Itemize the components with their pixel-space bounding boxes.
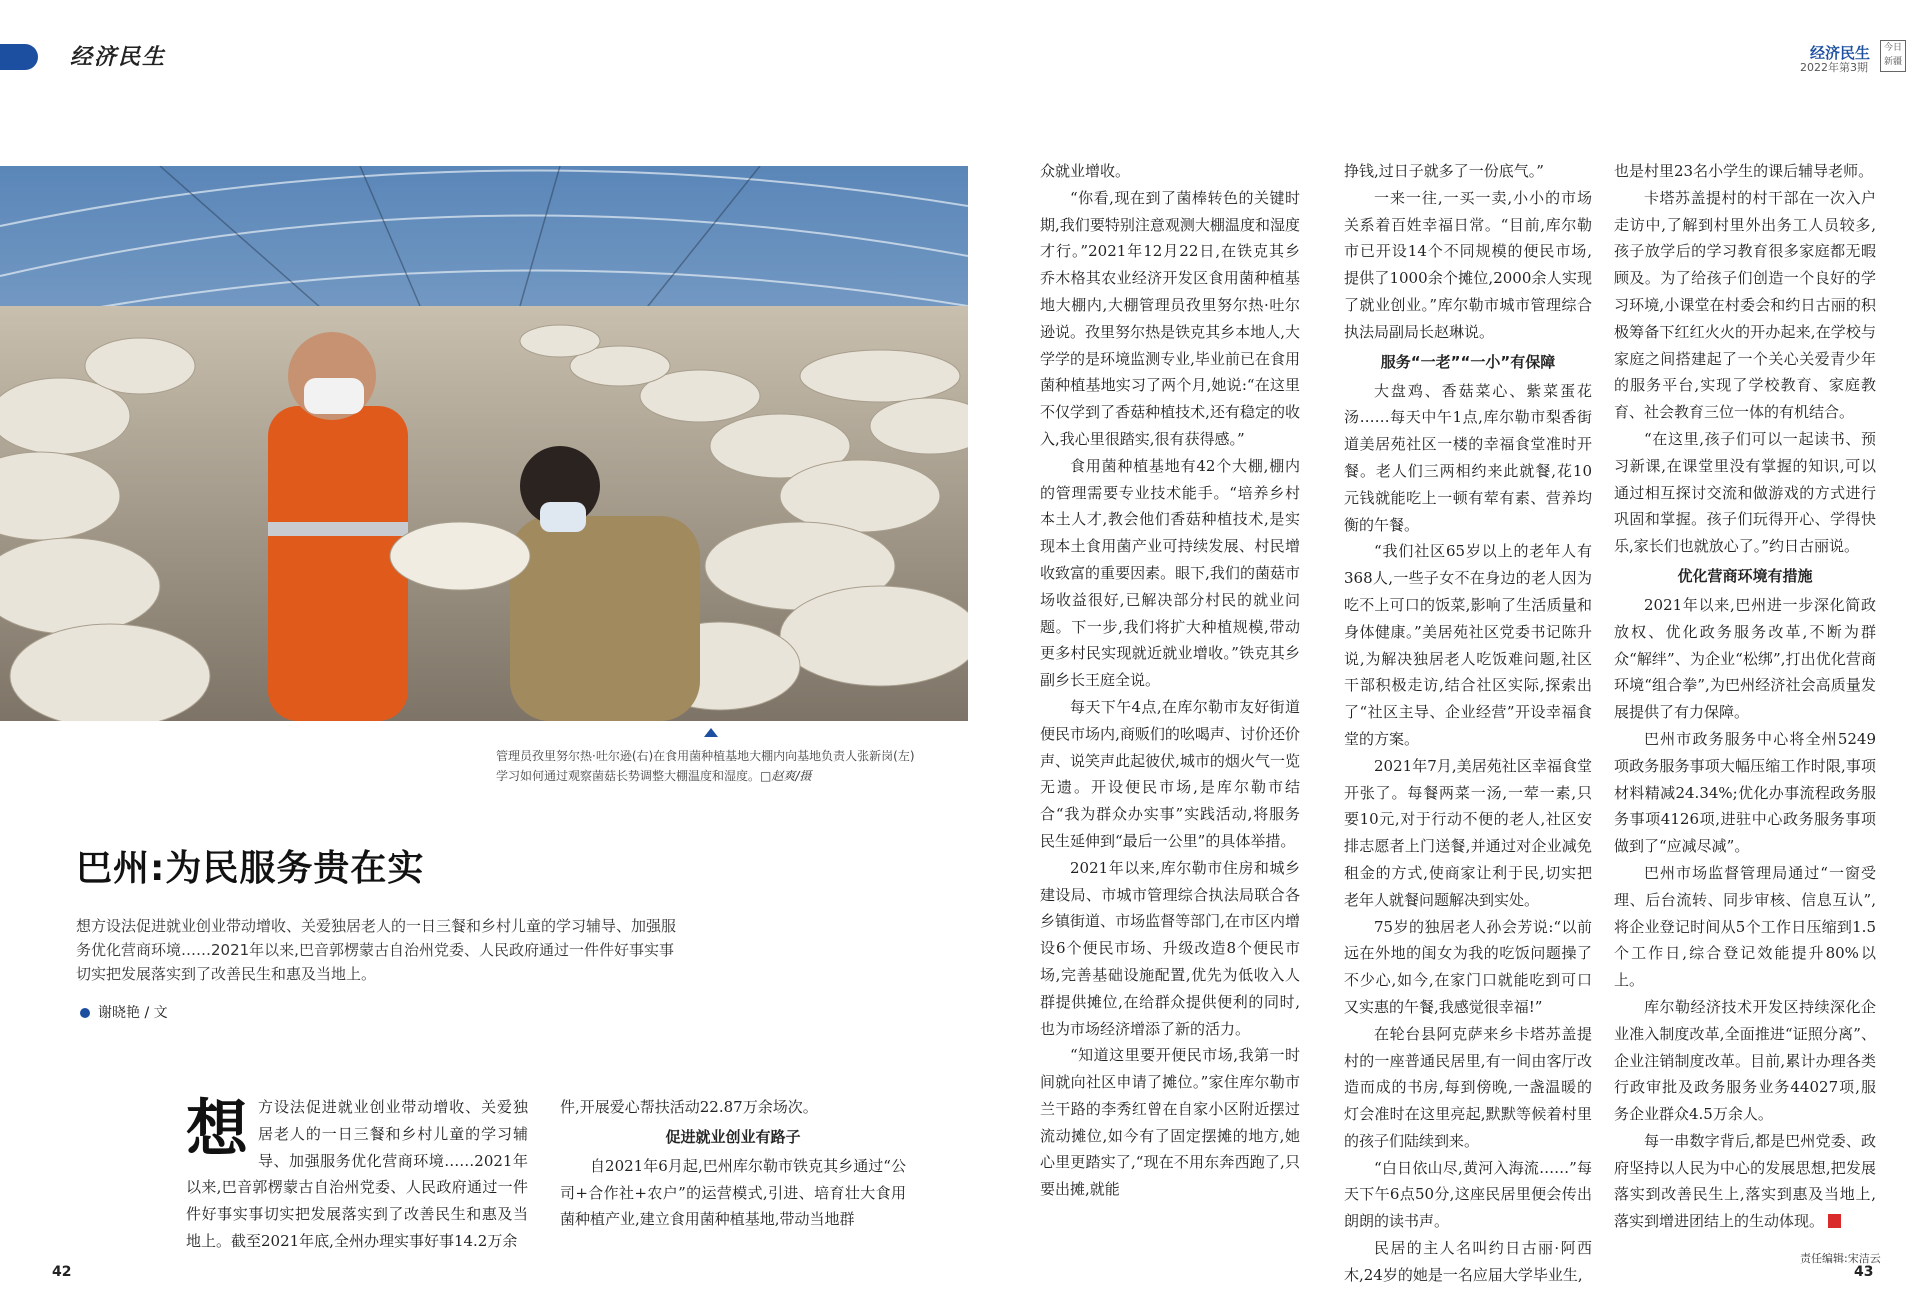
byline-text: 谢晓艳 / 文 <box>98 1005 168 1021</box>
paragraph: 民居的主人名叫约日古丽·阿西木,24岁的她是一名应届大学毕业生, <box>1344 1239 1592 1284</box>
paragraph: “我们社区65岁以上的老年人有368人,一些子女不在身边的老人因为吃不上可口的饭菜,影响了生活质量和身体健康。”美居苑社区党委书记陈升说,为解决独居老人吃饭难问题,社区干部积极走访,结合社区实际,探索出了“社区主导、企业经营”开设幸福食堂的方案。 <box>1344 542 1592 748</box>
subheading-service: 服务“一老”“一小”有保障 <box>1380 352 1556 371</box>
photo-credit: □赵爽/摄 <box>760 769 812 783</box>
page-number-right: 43 <box>1854 1264 1874 1280</box>
subheading-business: 优化营商环境有措施 <box>1677 566 1813 585</box>
paragraph: 75岁的独居老人孙会芳说:“以前远在外地的闺女为我的吃饭问题操了不少心,如今,在家门口就能吃到可口又实惠的午餐,我感觉很幸福!” <box>1344 917 1592 1016</box>
drop-cap: 想 <box>186 1092 249 1165</box>
paragraph: 件,开展爱心帮扶活动22.87万余场次。 <box>560 1098 818 1116</box>
caption-text: 管理员孜里努尔热·吐尔逊(右)在食用菌种植基地大棚内向基地负责人张新岗(左)学习如何通过观察菌菇长势调整大棚温度和湿度。 <box>496 749 915 783</box>
caption-arrow-icon <box>704 728 718 737</box>
section-tab-marker <box>0 44 38 70</box>
paragraph: “在这里,孩子们可以一起读书、预习新课,在课堂里没有掌握的知识,可以通过相互探讨交流和做游戏的方式进行巩固和掌握。孩子们玩得开心、学得快乐,家长们也就放心了。”约日古丽说。 <box>1614 429 1876 556</box>
section-title-left: 经济民生 <box>70 45 167 70</box>
subheading-employment: 促进就业创业有路子 <box>665 1127 801 1146</box>
greenhouse-photo-illustration <box>0 166 968 721</box>
paragraph: “白日依山尽,黄河入海流……”每天下午6点50分,这座民居里便会传出朗朗的读书声。 <box>1344 1158 1592 1231</box>
paragraph: “你看,现在到了菌棒转色的关键时期,我们要特别注意观测大棚温度和湿度才行。”2021年12月22日,在铁克其乡乔木格其农业经济开发区食用菌种植基地大棚内,大棚管理员孜里努尔热·吐尔逊说。孜里努尔热是铁克其乡本地人,大学学的是环境监测专业,毕业前已在食用菌种植基地实习了两个月,她说:“在这里不仅学到了香菇种植技术,还有稳定的收入,我心里很踏实,很有获得感。” <box>1040 188 1300 448</box>
article-lead: 想方设法促进就业创业带动增收、关爱独居老人的一日三餐和乡村儿童的学习辅导、加强服务优化营商环境……2021年以来,巴音郭楞蒙古自治州党委、人民政府通过一件件好事实事切实把发展落实到了改善民生和惠及当地上。 <box>76 917 677 983</box>
issue-label: 2022年第3期 <box>1800 61 1868 74</box>
paragraph: 库尔勒经济技术开发区持续深化企业准入制度改革,全面推进“证照分离”、企业注销制度改革。目前,累计办理各类行政审批及政务服务业务44027项,服务企业群众4.5万余人。 <box>1614 997 1876 1124</box>
paragraph: 自2021年6月起,巴州库尔勒市铁克其乡通过“公司+合作社+农户”的运营模式,引进、培育壮大食用菌种植产业,建立食用菌种植基地,带动当地群 <box>560 1156 906 1229</box>
paragraph: 巴州市政务服务中心将全州5249项政务服务事项大幅压缩工作时限,事项材料精减24.34%;优化办事流程政务服务事项4126项,进驻中心政务服务事项做到了“应减尽减”。 <box>1614 729 1876 856</box>
paragraph: 每天下午4点,在库尔勒市友好街道便民市场内,商贩们的吆喝声、讨价还价声、说笑声此起彼伏,城市的烟火气一览无遗。开设便民市场,是库尔勒市结合“我为群众办实事”实践活动,将服务民生延伸到“最后一公里”的具体举措。 <box>1040 697 1300 850</box>
paragraph: 卡塔苏盖提村的村干部在一次入户走访中,了解到村里外出务工人员较多,孩子放学后的学习教育很多家庭都无暇顾及。为了给孩子们创造一个良好的学习环境,小课堂在村委会和约日古丽的积极筹备下红红火火的开办起来,在学校与家庭之间搭建起了一个关心关爱青少年的服务平台,实现了学校教育、家庭教育、社会教育三位一体的有机结合。 <box>1614 188 1876 422</box>
paragraph: 2021年7月,美居苑社区幸福食堂开张了。每餐两菜一汤,一荤一素,只要10元,对于行动不便的老人,社区安排志愿者上门送餐,并通过对企业减免租金的方式,使商家让利于民,切实把老年人就餐问题解决到实处。 <box>1344 756 1592 909</box>
paragraph: 也是村里23名小学生的课后辅导老师。 <box>1614 162 1874 180</box>
body-column-4 <box>1344 158 1592 1289</box>
paragraph-final <box>1614 1128 1876 1235</box>
paragraph: 一来一往,一买一卖,小小的市场关系着百姓幸福日常。“目前,库尔勒市已开设14个不同规模的便民市场,提供了1000余个摊位,2000余人实现了就业创业。”库尔勒市城市管理综合执法局副局长赵琳说。 <box>1344 188 1592 341</box>
magazine-logo: 今日新疆 <box>1880 40 1906 72</box>
final-text: 每一串数字背后,都是巴州党委、政府坚持以人民为中心的发展思想,把发展落实到改善民生上,落实到惠及当地上,落实到增进团结上的生动体现。 <box>1614 1131 1876 1231</box>
paragraph: 2021年以来,巴州进一步深化简政放权、优化政务服务改革,不断为群众“解绊”、为企业“松绑”,打出优化营商环境“组合拳”,为巴州经济社会高质量发展提供了有力保障。 <box>1614 595 1876 722</box>
body-column-1 <box>186 1094 528 1255</box>
paragraph: 方设法促进就业创业带动增收、关爱独居老人的一日三餐和乡村儿童的学习辅导、加强服务优化营商环境……2021年以来,巴音郭楞蒙古自治州党委、人民政府通过一件件好事实事切实把发展落实到了改善民生和惠及当地上。截至2021年底,全州办理实事好事14.2万余 <box>186 1098 528 1250</box>
photo-caption <box>496 746 916 786</box>
paragraph: 巴州市场监督管理局通过“一窗受理、后台流转、同步审核、信息互认”,将企业登记时间从5个工作日压缩到1.5个工作日,综合登记效能提升80%以上。 <box>1614 863 1876 990</box>
bullet-icon <box>80 1008 90 1018</box>
paragraph: 2021年以来,库尔勒市住房和城乡建设局、市城市管理综合执法局联合各乡镇街道、市场监督等部门,在市区内增设6个便民市场、升级改造8个便民市场,完善基础设施配置,优先为低收入人群提供摊位,在给群众提供便利的同时,也为市场经济增添了新的活力。 <box>1040 858 1300 1038</box>
paragraph: 在轮台县阿克萨来乡卡塔苏盖提村的一座普通民居里,有一间由客厅改造而成的书房,每到傍晚,一盏温暖的灯会准时在这里亮起,默默等候着村里的孩子们陆续到来。 <box>1344 1024 1592 1150</box>
body-column-3 <box>1040 158 1300 1203</box>
paragraph: 大盘鸡、香菇菜心、紫菜蛋花汤……每天中午1点,库尔勒市梨香街道美居苑社区一楼的幸福食堂准时开餐。老人们三两相约来此就餐,花10元钱就能吃上一顿有荤有素、营养均衡的午餐。 <box>1344 381 1592 534</box>
page-number-left: 42 <box>52 1264 72 1280</box>
paragraph: 众就业增收。 <box>1040 162 1131 180</box>
section-title-right: 经济民生 <box>1810 44 1871 62</box>
body-column-2 <box>560 1094 906 1233</box>
end-mark-icon <box>1828 1214 1841 1228</box>
article-title: 巴州:为民服务贵在实 <box>76 848 425 889</box>
paragraph: “知道这里要开便民市场,我第一时间就向社区申请了摊位。”家住库尔勒市兰干路的李秀红曾在自家小区附近摆过流动摊位,如今有了固定摆摊的地方,她心里更踏实了,“现在不用东奔西跑了,只要出摊,就能 <box>1040 1046 1300 1199</box>
paragraph: 食用菌种植基地有42个大棚,棚内的管理需要专业技术能手。“培养乡村本土人才,教会他们香菇种植技术,是实现本土食用菌产业可持续发展、村民增收致富的重要因素。眼下,我们的菌菇市场收益很好,已解决部分村民的就业问题。下一步,我们将扩大种植规模,带动更多村民实现就近就业增收。”铁克其乡副乡长王庭全说。 <box>1040 456 1300 690</box>
article-photo <box>0 166 968 721</box>
body-column-5 <box>1614 158 1876 1235</box>
editor-credit: 责任编辑:宋洁云 <box>1800 1252 1881 1265</box>
byline <box>80 1002 168 1022</box>
paragraph: 挣钱,过日子就多了一份底气。” <box>1344 162 1544 180</box>
